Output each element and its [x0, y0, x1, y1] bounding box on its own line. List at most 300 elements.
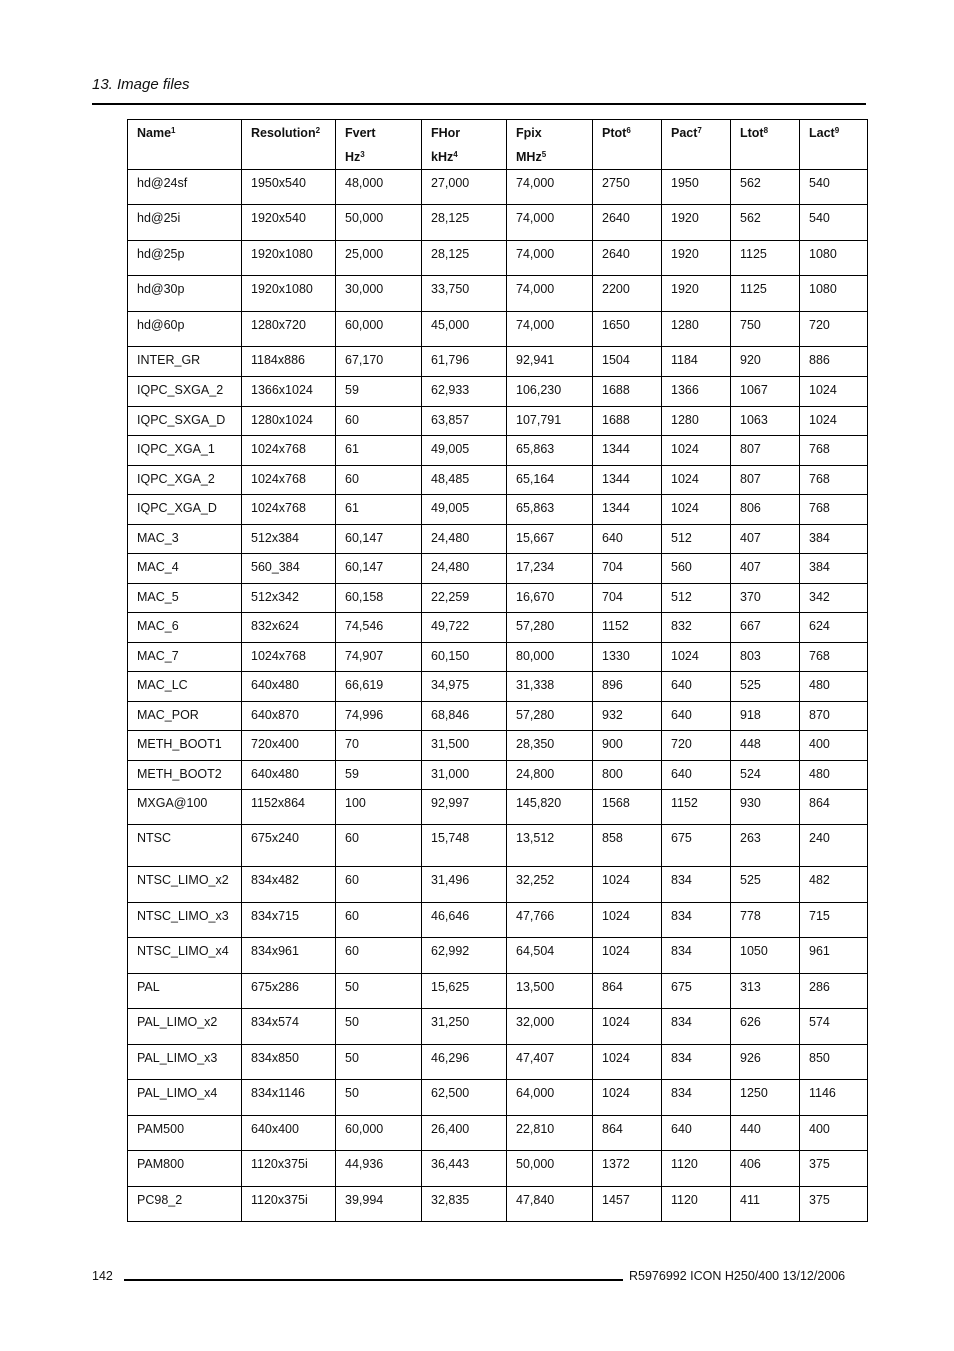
table-row: [128, 241, 868, 276]
value-cell: 313: [731, 974, 800, 1009]
value-cell: 48,000: [336, 170, 422, 205]
value-cell: 74,000: [507, 276, 593, 312]
column-header-label: Ptot: [602, 126, 627, 140]
value-cell: 32,835: [422, 1187, 507, 1222]
table-row: [128, 312, 868, 347]
value-cell: 624: [800, 613, 868, 643]
value-cell: 1024: [593, 1045, 662, 1080]
value-cell: 640: [662, 1116, 731, 1151]
value-cell: 407: [731, 554, 800, 584]
value-cell: 61: [336, 436, 422, 466]
value-cell: 15,748: [422, 825, 507, 867]
table-row: [128, 938, 868, 974]
value-cell: 60,000: [336, 312, 422, 347]
value-cell: 375: [800, 1187, 868, 1222]
value-cell: 806: [731, 495, 800, 525]
value-cell: 918: [731, 702, 800, 731]
mode-name-cell: PAL_LIMO_x2: [128, 1009, 242, 1045]
table-row: [128, 1187, 868, 1222]
table-row: [128, 731, 868, 761]
value-cell: 540: [800, 205, 868, 241]
value-cell: 145,820: [507, 790, 593, 825]
mode-name-cell: MAC_3: [128, 525, 242, 554]
value-cell: 834: [662, 1009, 731, 1045]
mode-name-cell: MAC_POR: [128, 702, 242, 731]
value-cell: 64,000: [507, 1080, 593, 1116]
value-cell: 370: [731, 584, 800, 613]
value-cell: 834: [662, 903, 731, 938]
value-cell: 47,840: [507, 1187, 593, 1222]
value-cell: 13,512: [507, 825, 593, 867]
value-cell: 1024x768: [242, 436, 336, 466]
value-cell: 74,000: [507, 241, 593, 276]
value-cell: 1280x1024: [242, 407, 336, 436]
table-row: [128, 205, 868, 241]
mode-name-cell: NTSC_LIMO_x3: [128, 903, 242, 938]
mode-name-cell: PAM500: [128, 1116, 242, 1151]
value-cell: 640: [662, 672, 731, 702]
value-cell: 15,667: [507, 525, 593, 554]
value-cell: 834x482: [242, 867, 336, 903]
value-cell: 1568: [593, 790, 662, 825]
mode-name-cell: PAL_LIMO_x4: [128, 1080, 242, 1116]
value-cell: 1920: [662, 241, 731, 276]
value-cell: 858: [593, 825, 662, 867]
value-cell: 64,504: [507, 938, 593, 974]
value-cell: 31,500: [422, 731, 507, 761]
value-cell: 24,480: [422, 525, 507, 554]
column-header: [128, 120, 242, 170]
value-cell: 562: [731, 205, 800, 241]
mode-name-cell: NTSC_LIMO_x2: [128, 867, 242, 903]
value-cell: 886: [800, 347, 868, 377]
value-cell: 1688: [593, 377, 662, 407]
column-unit: MHz: [516, 150, 542, 164]
value-cell: 1344: [593, 495, 662, 525]
value-cell: 1250: [731, 1080, 800, 1116]
value-cell: 100: [336, 790, 422, 825]
column-header-label: Pact: [671, 126, 698, 140]
mode-name-cell: METH_BOOT1: [128, 731, 242, 761]
value-cell: 704: [593, 584, 662, 613]
value-cell: 720: [662, 731, 731, 761]
value-cell: 60: [336, 407, 422, 436]
value-cell: 92,941: [507, 347, 593, 377]
value-cell: 1024: [662, 643, 731, 672]
table-row: [128, 643, 868, 672]
value-cell: 92,997: [422, 790, 507, 825]
value-cell: 675x286: [242, 974, 336, 1009]
value-cell: 31,000: [422, 761, 507, 790]
value-cell: 46,646: [422, 903, 507, 938]
column-header: [662, 120, 731, 170]
value-cell: 448: [731, 731, 800, 761]
table-row: [128, 903, 868, 938]
value-cell: 1372: [593, 1151, 662, 1187]
column-header-label: Name: [137, 126, 172, 140]
table-row: [128, 1116, 868, 1151]
value-cell: 803: [731, 643, 800, 672]
value-cell: 57,280: [507, 702, 593, 731]
value-cell: 920: [731, 347, 800, 377]
value-cell: 667: [731, 613, 800, 643]
value-cell: 640x400: [242, 1116, 336, 1151]
value-cell: 61: [336, 495, 422, 525]
value-cell: 720: [800, 312, 868, 347]
table-row: [128, 702, 868, 731]
value-cell: 28,125: [422, 241, 507, 276]
value-cell: 1184: [662, 347, 731, 377]
value-cell: 1120x375i: [242, 1151, 336, 1187]
value-cell: 1120: [662, 1187, 731, 1222]
value-cell: 61,796: [422, 347, 507, 377]
value-cell: 60,147: [336, 554, 422, 584]
value-cell: 720x400: [242, 731, 336, 761]
value-cell: 25,000: [336, 241, 422, 276]
column-header: [242, 120, 336, 170]
column-header-label: FHor: [431, 126, 461, 140]
value-cell: 74,000: [507, 205, 593, 241]
value-cell: 640x480: [242, 672, 336, 702]
value-cell: 574: [800, 1009, 868, 1045]
header-divider: [92, 103, 866, 105]
table-row: [128, 466, 868, 495]
value-cell: 27,000: [422, 170, 507, 205]
value-cell: 834: [662, 867, 731, 903]
value-cell: 932: [593, 702, 662, 731]
value-cell: 807: [731, 466, 800, 495]
value-cell: 384: [800, 554, 868, 584]
value-cell: 62,933: [422, 377, 507, 407]
value-cell: 60: [336, 867, 422, 903]
page-number: 142: [92, 1269, 113, 1283]
footnote-marker: 9: [834, 126, 840, 135]
value-cell: 1024: [800, 377, 868, 407]
value-cell: 39,994: [336, 1187, 422, 1222]
value-cell: 1366x1024: [242, 377, 336, 407]
value-cell: 30,000: [336, 276, 422, 312]
value-cell: 406: [731, 1151, 800, 1187]
value-cell: 60,150: [422, 643, 507, 672]
value-cell: 750: [731, 312, 800, 347]
mode-name-cell: MAC_7: [128, 643, 242, 672]
value-cell: 482: [800, 867, 868, 903]
value-cell: 50: [336, 1045, 422, 1080]
image-files-table: [127, 119, 868, 1222]
value-cell: 50: [336, 1080, 422, 1116]
value-cell: 1024: [800, 407, 868, 436]
mode-name-cell: PAL_LIMO_x3: [128, 1045, 242, 1080]
value-cell: 834: [662, 1045, 731, 1080]
value-cell: 63,857: [422, 407, 507, 436]
footnote-marker: 3: [360, 150, 365, 159]
value-cell: 675: [662, 974, 731, 1009]
value-cell: 62,992: [422, 938, 507, 974]
value-cell: 1024: [593, 867, 662, 903]
column-header: [593, 120, 662, 170]
value-cell: 67,170: [336, 347, 422, 377]
value-cell: 50,000: [336, 205, 422, 241]
value-cell: 50: [336, 1009, 422, 1045]
value-cell: 74,907: [336, 643, 422, 672]
value-cell: 2640: [593, 241, 662, 276]
footnote-marker: 6: [626, 126, 631, 135]
value-cell: 832x624: [242, 613, 336, 643]
value-cell: 525: [731, 867, 800, 903]
mode-name-cell: MXGA@100: [128, 790, 242, 825]
value-cell: 512x384: [242, 525, 336, 554]
value-cell: 1950: [662, 170, 731, 205]
value-cell: 715: [800, 903, 868, 938]
value-cell: 57,280: [507, 613, 593, 643]
value-cell: 106,230: [507, 377, 593, 407]
mode-name-cell: IQPC_XGA_D: [128, 495, 242, 525]
value-cell: 60,158: [336, 584, 422, 613]
value-cell: 1457: [593, 1187, 662, 1222]
value-cell: 1280x720: [242, 312, 336, 347]
value-cell: 17,234: [507, 554, 593, 584]
value-cell: 60: [336, 938, 422, 974]
mode-name-cell: MAC_5: [128, 584, 242, 613]
value-cell: 1024: [593, 938, 662, 974]
value-cell: 24,800: [507, 761, 593, 790]
value-cell: 407: [731, 525, 800, 554]
table-row: [128, 407, 868, 436]
value-cell: 1024: [662, 436, 731, 466]
value-cell: 834x1146: [242, 1080, 336, 1116]
value-cell: 1920x540: [242, 205, 336, 241]
table-row: [128, 436, 868, 466]
mode-name-cell: IQPC_SXGA_2: [128, 377, 242, 407]
value-cell: 640x870: [242, 702, 336, 731]
value-cell: 1024: [593, 903, 662, 938]
value-cell: 1688: [593, 407, 662, 436]
table-row: [128, 1151, 868, 1187]
value-cell: 768: [800, 436, 868, 466]
value-cell: 31,496: [422, 867, 507, 903]
column-unit: kHz: [431, 150, 454, 164]
value-cell: 896: [593, 672, 662, 702]
value-cell: 930: [731, 790, 800, 825]
value-cell: 525: [731, 672, 800, 702]
value-cell: 640: [662, 761, 731, 790]
mode-name-cell: PAM800: [128, 1151, 242, 1187]
value-cell: 512: [662, 525, 731, 554]
table-body: [128, 170, 868, 1222]
value-cell: 74,996: [336, 702, 422, 731]
value-cell: 1146: [800, 1080, 868, 1116]
value-cell: 778: [731, 903, 800, 938]
value-cell: 1920x1080: [242, 276, 336, 312]
value-cell: 24,480: [422, 554, 507, 584]
mode-name-cell: hd@25i: [128, 205, 242, 241]
value-cell: 32,252: [507, 867, 593, 903]
value-cell: 1125: [731, 276, 800, 312]
value-cell: 1120x375i: [242, 1187, 336, 1222]
value-cell: 1024: [593, 1080, 662, 1116]
table-row: [128, 790, 868, 825]
value-cell: 68,846: [422, 702, 507, 731]
value-cell: 22,259: [422, 584, 507, 613]
value-cell: 74,000: [507, 312, 593, 347]
value-cell: 560_384: [242, 554, 336, 584]
value-cell: 562: [731, 170, 800, 205]
value-cell: 768: [800, 495, 868, 525]
value-cell: 1024x768: [242, 495, 336, 525]
value-cell: 640: [593, 525, 662, 554]
value-cell: 59: [336, 377, 422, 407]
value-cell: 1120: [662, 1151, 731, 1187]
value-cell: 1650: [593, 312, 662, 347]
column-header: [422, 120, 507, 170]
value-cell: 2200: [593, 276, 662, 312]
value-cell: 60,147: [336, 525, 422, 554]
value-cell: 44,936: [336, 1151, 422, 1187]
column-unit: Hz: [345, 150, 361, 164]
value-cell: 834x850: [242, 1045, 336, 1080]
value-cell: 640x480: [242, 761, 336, 790]
column-header-label: Resolution: [251, 126, 316, 140]
value-cell: 45,000: [422, 312, 507, 347]
value-cell: 2750: [593, 170, 662, 205]
value-cell: 1152: [593, 613, 662, 643]
value-cell: 512: [662, 584, 731, 613]
value-cell: 49,005: [422, 495, 507, 525]
value-cell: 1024: [662, 466, 731, 495]
mode-name-cell: NTSC: [128, 825, 242, 867]
value-cell: 1950x540: [242, 170, 336, 205]
mode-name-cell: MAC_LC: [128, 672, 242, 702]
value-cell: 48,485: [422, 466, 507, 495]
mode-name-cell: IQPC_XGA_2: [128, 466, 242, 495]
value-cell: 864: [800, 790, 868, 825]
value-cell: 16,670: [507, 584, 593, 613]
value-cell: 26,400: [422, 1116, 507, 1151]
value-cell: 1920: [662, 205, 731, 241]
value-cell: 31,338: [507, 672, 593, 702]
table-row: [128, 170, 868, 205]
mode-name-cell: hd@24sf: [128, 170, 242, 205]
footer-divider: [124, 1279, 623, 1281]
value-cell: 46,296: [422, 1045, 507, 1080]
value-cell: 34,975: [422, 672, 507, 702]
column-header: [336, 120, 422, 170]
value-cell: 375: [800, 1151, 868, 1187]
value-cell: 560: [662, 554, 731, 584]
mode-name-cell: hd@30p: [128, 276, 242, 312]
value-cell: 1024x768: [242, 466, 336, 495]
footnote-marker: 8: [763, 126, 769, 135]
value-cell: 864: [593, 974, 662, 1009]
footnote-marker: 5: [541, 150, 547, 159]
table-row: [128, 525, 868, 554]
value-cell: 675x240: [242, 825, 336, 867]
mode-name-cell: INTER_GR: [128, 347, 242, 377]
value-cell: 411: [731, 1187, 800, 1222]
column-header-label: Fpix: [516, 126, 542, 140]
table-row: [128, 867, 868, 903]
table-row: [128, 347, 868, 377]
value-cell: 28,350: [507, 731, 593, 761]
value-cell: 961: [800, 938, 868, 974]
value-cell: 1344: [593, 466, 662, 495]
value-cell: 70: [336, 731, 422, 761]
value-cell: 22,810: [507, 1116, 593, 1151]
value-cell: 80,000: [507, 643, 593, 672]
value-cell: 480: [800, 761, 868, 790]
value-cell: 400: [800, 731, 868, 761]
value-cell: 1080: [800, 276, 868, 312]
table-row: [128, 672, 868, 702]
value-cell: 834: [662, 1080, 731, 1116]
value-cell: 47,766: [507, 903, 593, 938]
table-row: [128, 377, 868, 407]
value-cell: 540: [800, 170, 868, 205]
value-cell: 60: [336, 825, 422, 867]
value-cell: 74,000: [507, 170, 593, 205]
value-cell: 49,722: [422, 613, 507, 643]
value-cell: 640: [662, 702, 731, 731]
value-cell: 263: [731, 825, 800, 867]
table-row: [128, 761, 868, 790]
value-cell: 1366: [662, 377, 731, 407]
mode-name-cell: hd@60p: [128, 312, 242, 347]
value-cell: 28,125: [422, 205, 507, 241]
value-cell: 1152x864: [242, 790, 336, 825]
value-cell: 1920: [662, 276, 731, 312]
value-cell: 31,250: [422, 1009, 507, 1045]
value-cell: 33,750: [422, 276, 507, 312]
value-cell: 50: [336, 974, 422, 1009]
section-title: 13. Image files: [92, 76, 190, 93]
table-row: [128, 613, 868, 643]
value-cell: 1125: [731, 241, 800, 276]
mode-name-cell: METH_BOOT2: [128, 761, 242, 790]
column-header-label: Ltot: [740, 126, 764, 140]
value-cell: 49,005: [422, 436, 507, 466]
value-cell: 65,863: [507, 436, 593, 466]
value-cell: 66,619: [336, 672, 422, 702]
value-cell: 1063: [731, 407, 800, 436]
value-cell: 864: [593, 1116, 662, 1151]
value-cell: 59: [336, 761, 422, 790]
value-cell: 400: [800, 1116, 868, 1151]
value-cell: 926: [731, 1045, 800, 1080]
value-cell: 240: [800, 825, 868, 867]
column-header-label: Fvert: [345, 126, 376, 140]
value-cell: 1184x886: [242, 347, 336, 377]
value-cell: 1024: [662, 495, 731, 525]
table-row: [128, 974, 868, 1009]
value-cell: 1920x1080: [242, 241, 336, 276]
value-cell: 834x574: [242, 1009, 336, 1045]
mode-name-cell: MAC_4: [128, 554, 242, 584]
value-cell: 65,863: [507, 495, 593, 525]
value-cell: 800: [593, 761, 662, 790]
value-cell: 900: [593, 731, 662, 761]
table-row: [128, 276, 868, 312]
value-cell: 1504: [593, 347, 662, 377]
table-row: [128, 584, 868, 613]
value-cell: 13,500: [507, 974, 593, 1009]
value-cell: 50,000: [507, 1151, 593, 1187]
value-cell: 1050: [731, 938, 800, 974]
value-cell: 1280: [662, 407, 731, 436]
value-cell: 626: [731, 1009, 800, 1045]
table-row: [128, 1009, 868, 1045]
value-cell: 15,625: [422, 974, 507, 1009]
value-cell: 1152: [662, 790, 731, 825]
